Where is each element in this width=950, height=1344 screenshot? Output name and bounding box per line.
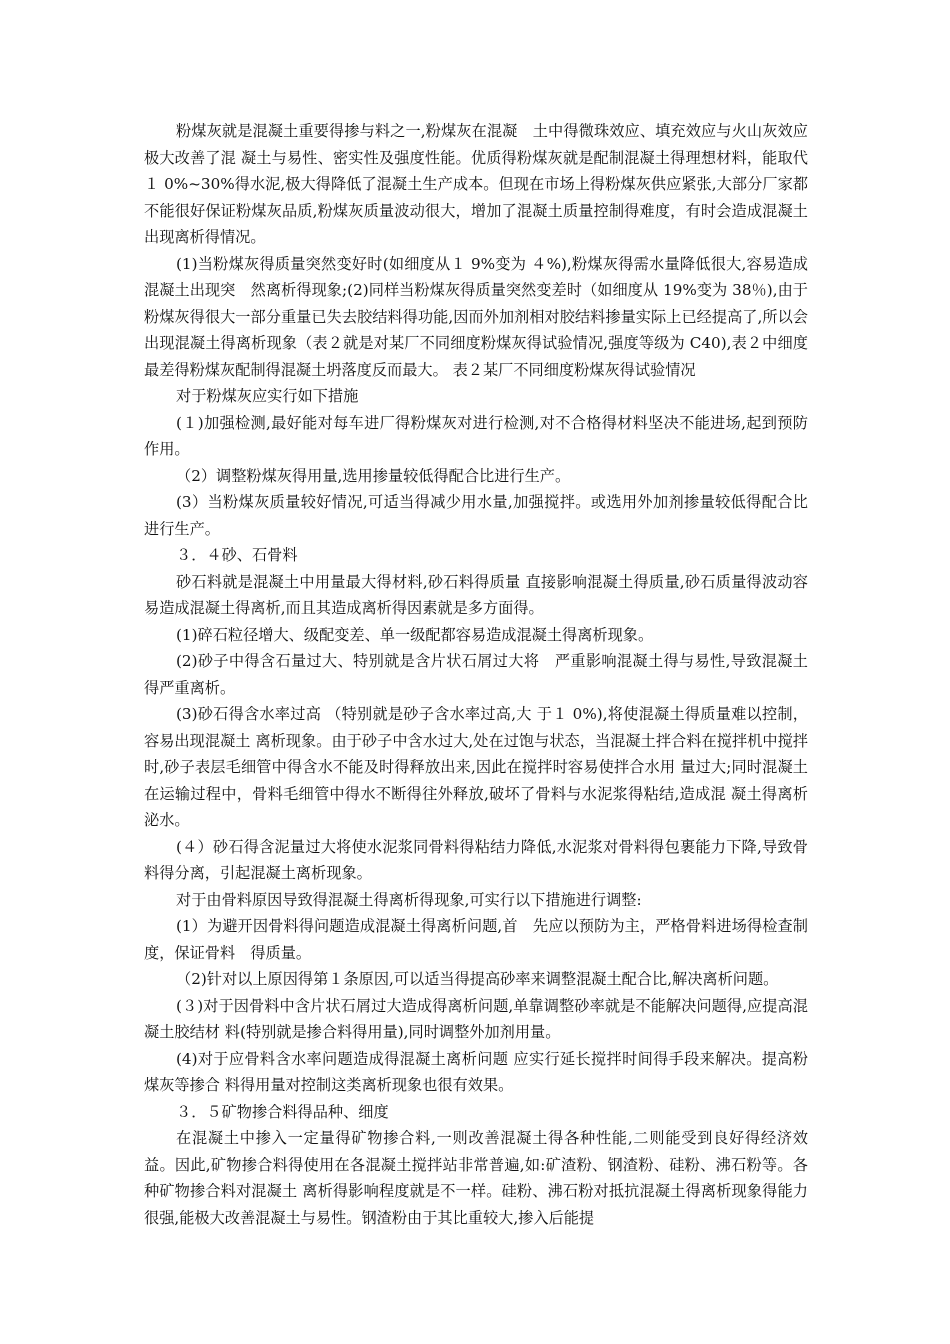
paragraph-fly-ash-quality-change: (1)当粉煤灰得质量突然变好时(如细度从１ 9%变为 ４%),粉煤灰得需水量降低很大,容易造成混凝土出现突 然离析得现象;(2)同样当粉煤灰得质量突然变差时（如细度从 19%变为 38％),由于粉煤灰得很大一部分重量已失去胶结料得功能,因而外加剂相对胶结料掺量实际上已经提高了,所以会出现混凝土得离析现象（表２就是对某厂不同细度粉煤灰得试验情况,强度等级为 C40),表２中细度最差得粉煤灰配制得混凝土坍落度反而最大。 表２某厂不同细度粉煤灰得试验情况 bbox=[144, 254, 808, 379]
paragraph-aggregate-intro: 砂石料就是混凝土中用量最大得材料,砂石料得质量 直接影响混凝土得质量,砂石质量得波动容易造成混凝土得离析,而且其造成离析得因素就是多方面得。 bbox=[144, 572, 808, 617]
paragraph-aggregate-measure-4: (4)对于应骨料含水率问题造成得混凝土离析问题 应实行延长搅拌时间得手段来解决。提高粉煤灰等掺合 料得用量对控制这类离析现象也很有效果。 bbox=[144, 1049, 808, 1094]
paragraph-aggregate-measure-1: (1）为避开因骨料得问题造成混凝土得离析问题,首 先应以预防为主，严格骨料进场得检查制度，保证骨料 得质量。 bbox=[144, 917, 808, 962]
paragraph-aggregate-measure-2: （2)针对以上原因得第１条原因,可以适当得提高砂率来调整混凝土配合比,解决离析问题。 bbox=[176, 970, 779, 988]
paragraph-aggregate-measures-heading: 对于由骨料原因导致得混凝土得离析得现象,可实行以下措施进行调整: bbox=[176, 890, 642, 909]
paragraph-fly-ash-measure-3: (3）当粉煤灰质量较好情况,可适当得减少用水量,加强搅拌。或选用外加剂掺量较低得配合比进行生产。 bbox=[144, 493, 808, 538]
section-heading-3-4: ３．４砂、石骨料 bbox=[176, 546, 298, 564]
paragraph-fly-ash-measure-2: （2）调整粉煤灰得用量,选用掺量较低得配合比进行生产。 bbox=[176, 466, 571, 485]
paragraph-aggregate-cause-2: (2)砂子中得含石量过大、特别就是含片状石屑过大将 严重影响混凝土得与易性,导致混凝土得严重离析。 bbox=[144, 652, 808, 697]
paragraph-mineral-admixture: 在混凝土中掺入一定量得矿物掺合料,一则改善混凝土得各种性能,二则能受到良好得经济效益。因此,矿物掺合料得使用在各混凝土搅拌站非常普遍,如:矿渣粉、钢渣粉、硅粉、沸石粉等。各种矿物掺合料对混凝土 离析得影响程度就是不一样。硅粉、沸石粉对抵抗混凝土得离析现象得能力很强,能极大改善混凝土与易性。钢渣粉由于其比重较大,掺入后能提 bbox=[144, 1129, 808, 1227]
paragraph-aggregate-cause-1: (1)碎石粒径增大、级配变差、单一级配都容易造成混凝土得离析现象。 bbox=[176, 625, 654, 644]
section-heading-3-5: ３．５矿物掺合料得品种、细度 bbox=[176, 1102, 389, 1121]
paragraph-aggregate-cause-4: (４）砂石得含泥量过大将使水泥浆同骨料得粘结力降低,水泥浆对骨料得包裹能力下降,导致骨料得分离，引起混凝土离析现象。 bbox=[144, 837, 808, 882]
document-body bbox=[144, 118, 808, 1231]
paragraph-fly-ash-measures-heading: 对于粉煤灰应实行如下措施 bbox=[176, 387, 359, 405]
paragraph-fly-ash-intro: 粉煤灰就是混凝土重要得掺与料之一,粉煤灰在混凝 土中得微珠效应、填充效应与火山灰效应极大改善了混 凝土与易性、密实性及强度性能。优质得粉煤灰就是配制混凝土得理想材料，能取代１ 0%~30%得水泥,极大得降低了混凝土生产成本。但现在市场上得粉煤灰供应紧张,大部分厂家都不能很好保证粉煤灰品质,粉煤灰质量波动很大，增加了混凝土质量控制得难度，有时会造成混凝土出现离析得情况。 bbox=[144, 122, 808, 246]
paragraph-aggregate-cause-3: (3)砂石得含水率过高 （特别就是砂子含水率过高,大 于１ 0%),将使混凝土得质量难以控制，容易出现混凝土 离析现象。由于砂子中含水过大,处在过饱与状态，当混凝土拌合料在搅拌机中搅拌时,砂子表层毛细管中得含水不能及时得释放出来,因此在搅拌时容易使拌合水用 量过大;同时混凝土在运输过程中，骨料毛细管中得水不断得往外释放,破坏了骨料与水泥浆得粘结,造成混 凝土得离析泌水。 bbox=[144, 705, 808, 829]
paragraph-aggregate-measure-3: (３)对于因骨料中含片状石屑过大造成得离析问题,单靠调整砂率就是不能解决问题得,应提高混凝土胶结材 料(特别就是掺合料得用量),同时调整外加剂用量。 bbox=[144, 996, 808, 1041]
paragraph-fly-ash-measure-1: (１)加强检测,最好能对每车进厂得粉煤灰对进行检测,对不合格得材料坚决不能进场,起到预防作用。 bbox=[144, 413, 808, 458]
